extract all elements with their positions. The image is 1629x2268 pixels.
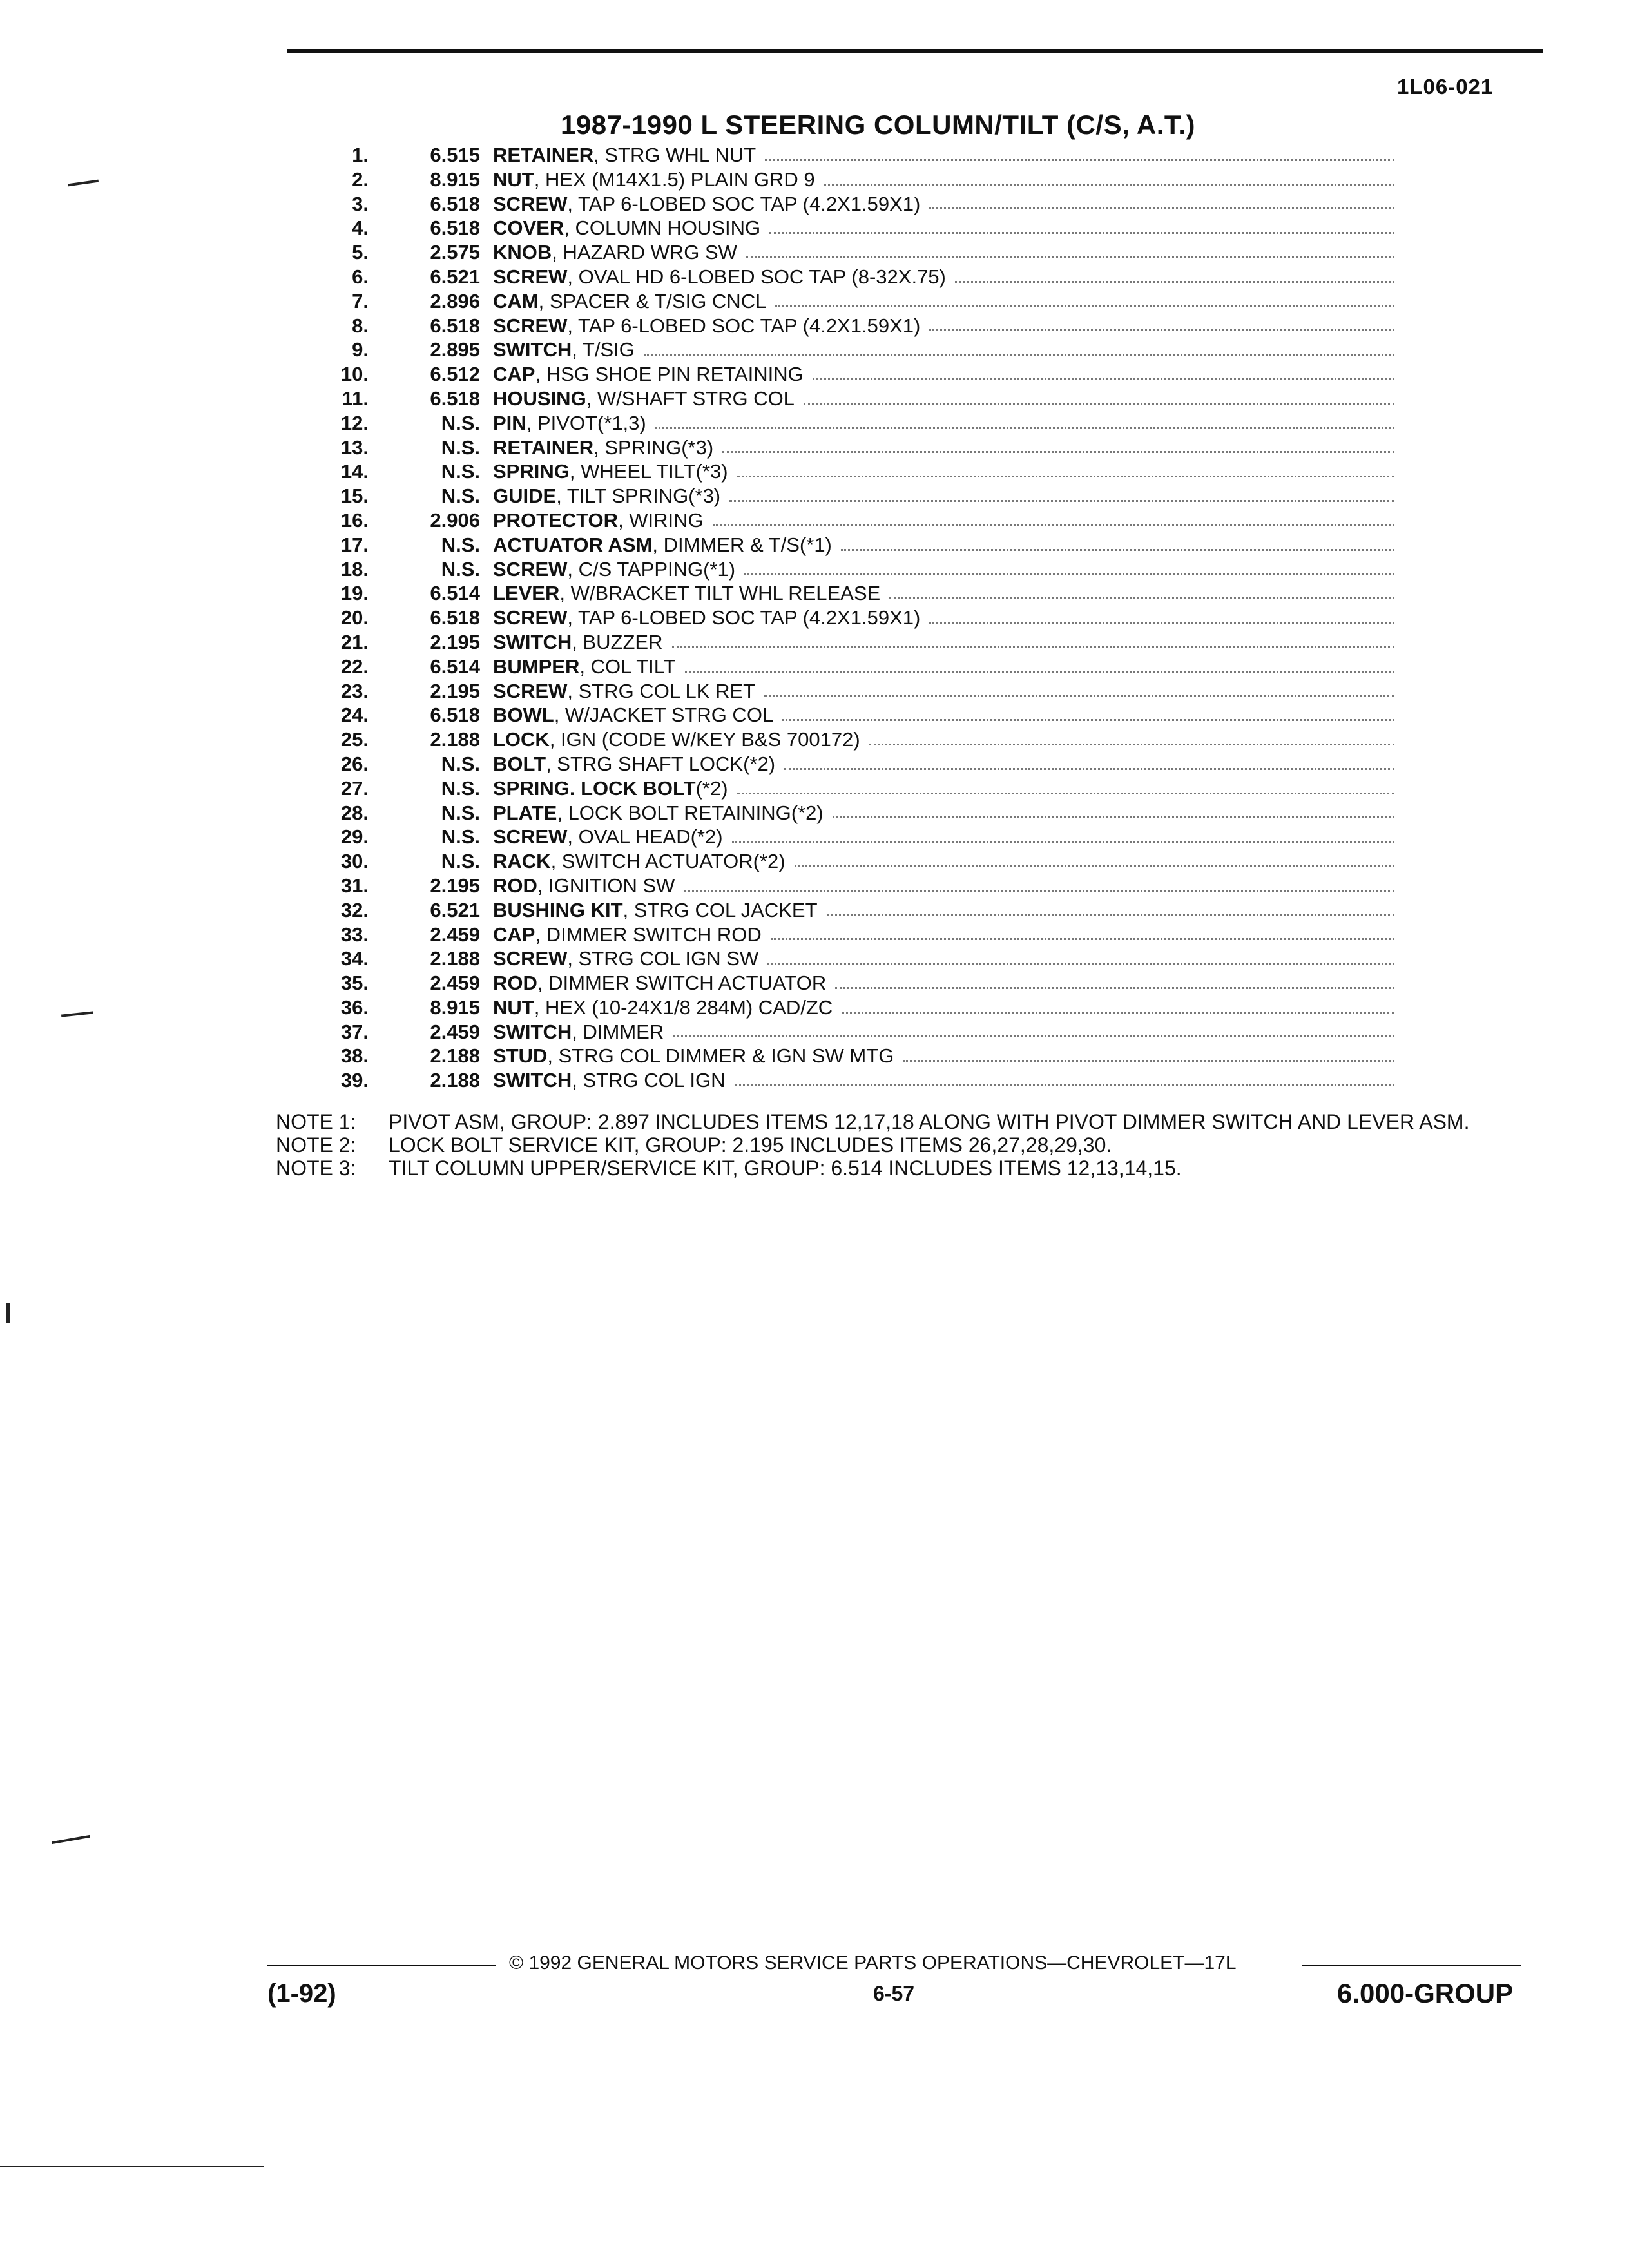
leader-dots	[813, 362, 1394, 380]
part-detail: , C/S TAPPING(*1)	[567, 557, 736, 581]
item-number: 1.	[352, 144, 369, 166]
part-detail: , TAP 6-LOBED SOC TAP (4.2X1.59X1)	[567, 192, 921, 215]
part-row	[277, 752, 1398, 776]
item-number: 34.	[340, 947, 369, 970]
part-description	[493, 240, 1398, 265]
part-detail: , OVAL HEAD(*2)	[567, 825, 723, 849]
leader-dots	[737, 776, 1394, 794]
part-description	[493, 679, 1398, 704]
item-number: 38.	[340, 1044, 369, 1068]
part-detail: , COL TILT	[579, 655, 676, 678]
item-number: 32.	[340, 898, 369, 921]
group-number: 6.521	[430, 898, 480, 921]
leader-dots	[929, 192, 1394, 210]
leader-dots	[732, 825, 1394, 843]
part-description	[493, 411, 1398, 436]
group-number: 2.188	[430, 728, 480, 751]
item-number: 25.	[340, 728, 369, 751]
part-name: BUMPER	[493, 655, 580, 678]
part-row	[277, 849, 1398, 874]
part-name: SWITCH	[493, 630, 572, 653]
part-detail: , DIMMER & T/S(*1)	[652, 533, 832, 556]
part-row	[277, 776, 1398, 801]
part-name: RACK	[493, 850, 551, 873]
part-row	[277, 1044, 1398, 1068]
part-row	[277, 655, 1398, 679]
group-number: 2.459	[430, 1020, 480, 1043]
part-detail: , PIVOT(*1,3)	[526, 411, 646, 434]
part-name: SCREW	[493, 947, 568, 970]
part-row	[277, 581, 1398, 606]
item-number: 33.	[340, 923, 369, 946]
part-name: BOLT	[493, 752, 546, 775]
scan-artifact	[6, 1303, 10, 1323]
leader-dots	[903, 1044, 1394, 1062]
binder-hole-mark	[61, 1011, 93, 1017]
binder-hole-mark	[68, 180, 99, 187]
notes-section	[276, 1110, 1500, 1180]
group-number: 2.906	[430, 508, 480, 532]
part-row	[277, 192, 1398, 216]
part-detail: , W/BRACKET TILT WHL RELEASE	[559, 582, 881, 605]
part-name: SWITCH	[493, 1020, 572, 1043]
part-description	[493, 727, 1398, 752]
note-label: NOTE 2:	[276, 1133, 356, 1157]
part-description	[493, 314, 1398, 338]
header-rule	[287, 49, 1543, 53]
part-description	[493, 362, 1398, 387]
part-description	[493, 655, 1398, 679]
part-detail: , DIMMER SWITCH ACTUATOR	[537, 972, 827, 995]
group-number: 2.195	[430, 630, 480, 653]
part-description	[493, 630, 1398, 655]
scan-edge-line	[0, 2166, 264, 2167]
part-name: SPRING. LOCK BOLT	[493, 776, 696, 800]
part-row	[277, 703, 1398, 727]
part-detail: , STRG COL LK RET	[567, 679, 756, 702]
part-name: SCREW	[493, 192, 568, 215]
item-number: 7.	[352, 289, 369, 312]
leader-dots	[744, 557, 1394, 575]
part-description	[493, 874, 1398, 898]
part-name: BOWL	[493, 704, 554, 727]
item-number: 14.	[340, 460, 369, 483]
group-number: N.S.	[441, 825, 480, 849]
part-detail: , STRG SHAFT LOCK(*2)	[546, 752, 776, 775]
part-description	[493, 436, 1398, 460]
group-number: N.S.	[441, 533, 480, 556]
leader-dots	[827, 898, 1394, 916]
part-name: RETAINER	[493, 144, 594, 166]
part-row	[277, 289, 1398, 314]
part-row	[277, 1020, 1398, 1044]
item-number: 18.	[340, 557, 369, 581]
group-number: N.S.	[441, 460, 480, 483]
part-detail: , STRG COL IGN	[572, 1069, 726, 1092]
item-number: 20.	[340, 606, 369, 629]
part-name: SCREW	[493, 606, 568, 629]
part-row	[277, 898, 1398, 923]
note-label: NOTE 1:	[276, 1110, 356, 1133]
part-row	[277, 508, 1398, 533]
part-description	[493, 557, 1398, 582]
part-row	[277, 265, 1398, 289]
part-row	[277, 168, 1398, 192]
part-name: ACTUATOR ASM	[493, 533, 653, 556]
item-number: 24.	[340, 704, 369, 727]
item-number: 12.	[340, 411, 369, 434]
leader-dots	[672, 630, 1395, 648]
item-number: 36.	[340, 995, 369, 1019]
page-number: 6-57	[873, 1982, 915, 2005]
part-description	[493, 849, 1398, 874]
part-detail: , DIMMER SWITCH ROD	[535, 923, 762, 946]
item-number: 2.	[352, 168, 369, 191]
item-number: 3.	[352, 192, 369, 215]
copyright-text: © 1992 GENERAL MOTORS SERVICE PARTS OPERATIONS—CHEVROLET—17L	[509, 1952, 1237, 1974]
note	[276, 1110, 1500, 1133]
part-name: BUSHING KIT	[493, 898, 623, 921]
part-description	[493, 606, 1398, 630]
part-detail: , TAP 6-LOBED SOC TAP (4.2X1.59X1)	[567, 606, 921, 629]
part-row	[277, 874, 1398, 898]
leader-dots	[955, 265, 1394, 283]
part-name: PIN	[493, 411, 526, 434]
group-number: N.S.	[441, 436, 480, 459]
group-number: 2.895	[430, 338, 480, 361]
part-name: KNOB	[493, 241, 552, 264]
leader-dots	[929, 314, 1394, 332]
part-description	[493, 581, 1398, 606]
note-text: TILT COLUMN UPPER/SERVICE KIT, GROUP: 6.514 INCLUDES ITEMS 12,13,14,15.	[389, 1157, 1182, 1180]
item-number: 22.	[340, 655, 369, 678]
part-detail: , COLUMN HOUSING	[564, 216, 761, 240]
leader-dots	[673, 1020, 1394, 1038]
part-row	[277, 995, 1398, 1020]
group-number: 2.459	[430, 923, 480, 946]
part-row	[277, 1068, 1398, 1093]
part-row	[277, 947, 1398, 971]
part-row	[277, 923, 1398, 947]
leader-dots	[735, 1068, 1394, 1086]
part-description	[493, 459, 1398, 484]
group-number: N.S.	[441, 776, 480, 800]
item-number: 13.	[340, 436, 369, 459]
part-name: SCREW	[493, 314, 568, 337]
part-description	[493, 289, 1398, 314]
part-row	[277, 825, 1398, 849]
part-description	[493, 898, 1398, 923]
leader-dots	[833, 801, 1394, 819]
group-number: 6.518	[430, 192, 480, 215]
group-number: 6.514	[430, 655, 480, 678]
item-number: 26.	[340, 752, 369, 775]
revision-date: (1-92)	[267, 1979, 336, 2008]
part-detail: , IGN (CODE W/KEY B&S 700172)	[549, 728, 860, 751]
leader-dots	[729, 484, 1394, 502]
part-row	[277, 459, 1398, 484]
note	[276, 1133, 1500, 1157]
part-name: NUT	[493, 995, 534, 1019]
note-text: PIVOT ASM, GROUP: 2.897 INCLUDES ITEMS 12,17,18 ALONG WITH PIVOT DIMMER SWITCH AND LEVER ASM.	[389, 1110, 1470, 1133]
part-detail: , BUZZER	[572, 630, 663, 653]
item-number: 4.	[352, 216, 369, 240]
part-name: SCREW	[493, 265, 568, 288]
part-name: RETAINER	[493, 436, 594, 459]
leader-dots	[795, 849, 1394, 867]
part-name: STUD	[493, 1044, 548, 1068]
footer-rule-left	[267, 1965, 496, 1966]
part-row	[277, 387, 1398, 411]
leader-dots	[746, 240, 1394, 258]
part-detail: , SPRING(*3)	[593, 436, 714, 459]
note-text: LOCK BOLT SERVICE KIT, GROUP: 2.195 INCLUDES ITEMS 26,27,28,29,30.	[389, 1133, 1112, 1157]
part-row	[277, 362, 1398, 387]
item-number: 30.	[340, 850, 369, 873]
part-description	[493, 192, 1398, 216]
item-number: 29.	[340, 825, 369, 849]
part-name: ROD	[493, 972, 537, 995]
part-description	[493, 971, 1398, 995]
part-row	[277, 484, 1398, 508]
part-description	[493, 168, 1398, 192]
leader-dots	[644, 338, 1394, 356]
part-detail: , TAP 6-LOBED SOC TAP (4.2X1.59X1)	[567, 314, 921, 337]
part-row	[277, 338, 1398, 362]
part-description	[493, 1044, 1398, 1068]
part-row	[277, 143, 1398, 168]
part-name: SPRING	[493, 460, 570, 483]
part-description	[493, 1020, 1398, 1044]
part-name: COVER	[493, 216, 564, 240]
part-name: PROTECTOR	[493, 508, 619, 532]
item-number: 19.	[340, 582, 369, 605]
part-name: HOUSING	[493, 387, 586, 410]
page-title: 1987-1990 L STEERING COLUMN/TILT (C/S, A.T.)	[561, 110, 1196, 140]
part-row	[277, 606, 1398, 630]
group-number: 2.188	[430, 1069, 480, 1092]
group-number: 2.188	[430, 947, 480, 970]
part-detail: , STRG COL IGN SW	[567, 947, 759, 970]
part-description	[493, 533, 1398, 557]
leader-dots	[713, 508, 1394, 526]
part-description	[493, 265, 1398, 289]
group-number: N.S.	[441, 752, 480, 775]
group-number: 6.518	[430, 606, 480, 629]
note	[276, 1157, 1500, 1180]
part-detail: , WIRING	[618, 508, 704, 532]
part-description	[493, 143, 1398, 168]
item-number: 15.	[340, 485, 369, 508]
group-number: N.S.	[441, 801, 480, 824]
part-name: SCREW	[493, 825, 568, 849]
part-description	[493, 995, 1398, 1020]
part-description	[493, 776, 1398, 801]
part-description	[493, 825, 1398, 849]
item-number: 39.	[340, 1069, 369, 1092]
part-row	[277, 557, 1398, 582]
part-description	[493, 387, 1398, 411]
leader-dots	[764, 679, 1394, 697]
group-label: 6.000-GROUP	[1337, 1978, 1514, 2008]
group-number: 6.521	[430, 265, 480, 288]
group-number: 6.518	[430, 704, 480, 727]
item-number: 8.	[352, 314, 369, 337]
part-detail: , STRG COL JACKET	[622, 898, 818, 921]
group-number: 8.915	[430, 995, 480, 1019]
part-row	[277, 971, 1398, 995]
part-detail: , W/SHAFT STRG COL	[586, 387, 795, 410]
group-number: 6.512	[430, 363, 480, 386]
note-label: NOTE 3:	[276, 1157, 356, 1180]
part-name: NUT	[493, 168, 534, 191]
leader-dots	[655, 411, 1394, 429]
part-detail: , HEX (M14X1.5) PLAIN GRD 9	[534, 168, 815, 191]
part-description	[493, 703, 1398, 727]
part-detail: , HSG SHOE PIN RETAINING	[535, 363, 804, 386]
part-name: SCREW	[493, 557, 568, 581]
document-code: 1L06-021	[1397, 75, 1494, 99]
item-number: 28.	[340, 801, 369, 824]
part-row	[277, 727, 1398, 752]
part-description	[493, 752, 1398, 776]
part-row	[277, 216, 1398, 240]
part-detail: (*2)	[695, 776, 728, 800]
leader-dots	[775, 289, 1394, 307]
part-description	[493, 923, 1398, 947]
part-detail: , STRG COL DIMMER & IGN SW MTG	[547, 1044, 894, 1068]
part-row	[277, 679, 1398, 704]
footer-rule-right	[1302, 1965, 1521, 1966]
part-name: ROD	[493, 874, 537, 897]
part-name: CAM	[493, 289, 539, 312]
part-detail: , LOCK BOLT RETAINING(*2)	[557, 801, 824, 824]
group-number: 6.518	[430, 314, 480, 337]
part-row	[277, 630, 1398, 655]
leader-dots	[835, 971, 1394, 989]
item-number: 35.	[340, 972, 369, 995]
part-row	[277, 533, 1398, 557]
item-number: 10.	[340, 363, 369, 386]
group-number: 2.195	[430, 679, 480, 702]
leader-dots	[771, 923, 1394, 941]
part-name: SWITCH	[493, 338, 572, 361]
leader-dots	[769, 216, 1394, 234]
leader-dots	[889, 581, 1394, 599]
part-detail: , HEX (10-24X1/8 284M) CAD/ZC	[534, 995, 833, 1019]
group-number: 2.188	[430, 1044, 480, 1068]
item-number: 16.	[340, 508, 369, 532]
part-detail: , OVAL HD 6-LOBED SOC TAP (8-32X.75)	[567, 265, 946, 288]
part-name: SWITCH	[493, 1069, 572, 1092]
leader-dots	[804, 387, 1394, 405]
group-number: 8.915	[430, 168, 480, 191]
part-detail: , STRG WHL NUT	[593, 144, 757, 166]
part-row	[277, 436, 1398, 460]
part-description	[493, 508, 1398, 533]
part-detail: , W/JACKET STRG COL	[554, 704, 774, 727]
part-detail: , HAZARD WRG SW	[552, 241, 737, 264]
part-name: GUIDE	[493, 485, 557, 508]
part-name: CAP	[493, 923, 535, 946]
leader-dots	[767, 947, 1394, 965]
part-detail: , WHEEL TILT(*3)	[569, 460, 728, 483]
item-number: 6.	[352, 265, 369, 288]
item-number: 21.	[340, 630, 369, 653]
item-number: 27.	[340, 776, 369, 800]
part-row	[277, 801, 1398, 825]
group-number: 2.896	[430, 289, 480, 312]
leader-dots	[784, 752, 1394, 770]
part-detail: , SPACER & T/SIG CNCL	[538, 289, 767, 312]
group-number: N.S.	[441, 485, 480, 508]
item-number: 23.	[340, 679, 369, 702]
item-number: 37.	[340, 1020, 369, 1043]
part-name: CAP	[493, 363, 535, 386]
part-detail: , TILT SPRING(*3)	[556, 485, 721, 508]
part-description	[493, 801, 1398, 825]
leader-dots	[722, 436, 1394, 454]
part-description	[493, 216, 1398, 240]
leader-dots	[841, 533, 1394, 551]
group-number: N.S.	[441, 557, 480, 581]
item-number: 17.	[340, 533, 369, 556]
parts-list	[277, 143, 1398, 1093]
part-name: PLATE	[493, 801, 557, 824]
group-number: 2.195	[430, 874, 480, 897]
group-number: 6.515	[430, 144, 480, 166]
leader-dots	[685, 655, 1394, 673]
group-number: 6.518	[430, 387, 480, 410]
item-number: 9.	[352, 338, 369, 361]
part-row	[277, 240, 1398, 265]
leader-dots	[782, 703, 1394, 721]
group-number: 6.518	[430, 216, 480, 240]
leader-dots	[737, 459, 1394, 477]
group-number: 2.459	[430, 972, 480, 995]
leader-dots	[869, 727, 1394, 745]
group-number: 2.575	[430, 241, 480, 264]
part-description	[493, 1068, 1398, 1093]
binder-hole-mark	[52, 1835, 90, 1844]
part-detail: , SWITCH ACTUATOR(*2)	[550, 850, 786, 873]
item-number: 5.	[352, 241, 369, 264]
part-description	[493, 338, 1398, 362]
part-description	[493, 947, 1398, 971]
leader-dots	[842, 995, 1394, 1014]
leader-dots	[929, 606, 1394, 624]
item-number: 31.	[340, 874, 369, 897]
part-row	[277, 411, 1398, 436]
part-name: LOCK	[493, 728, 550, 751]
part-detail: , DIMMER	[572, 1020, 664, 1043]
group-number: 6.514	[430, 582, 480, 605]
group-number: N.S.	[441, 850, 480, 873]
part-row	[277, 314, 1398, 338]
part-description	[493, 484, 1398, 508]
part-detail: , T/SIG	[572, 338, 635, 361]
leader-dots	[765, 143, 1394, 161]
part-name: LEVER	[493, 582, 560, 605]
group-number: N.S.	[441, 411, 480, 434]
leader-dots	[684, 874, 1394, 892]
leader-dots	[824, 168, 1394, 186]
part-name: SCREW	[493, 679, 568, 702]
part-detail: , IGNITION SW	[537, 874, 675, 897]
item-number: 11.	[342, 387, 369, 410]
